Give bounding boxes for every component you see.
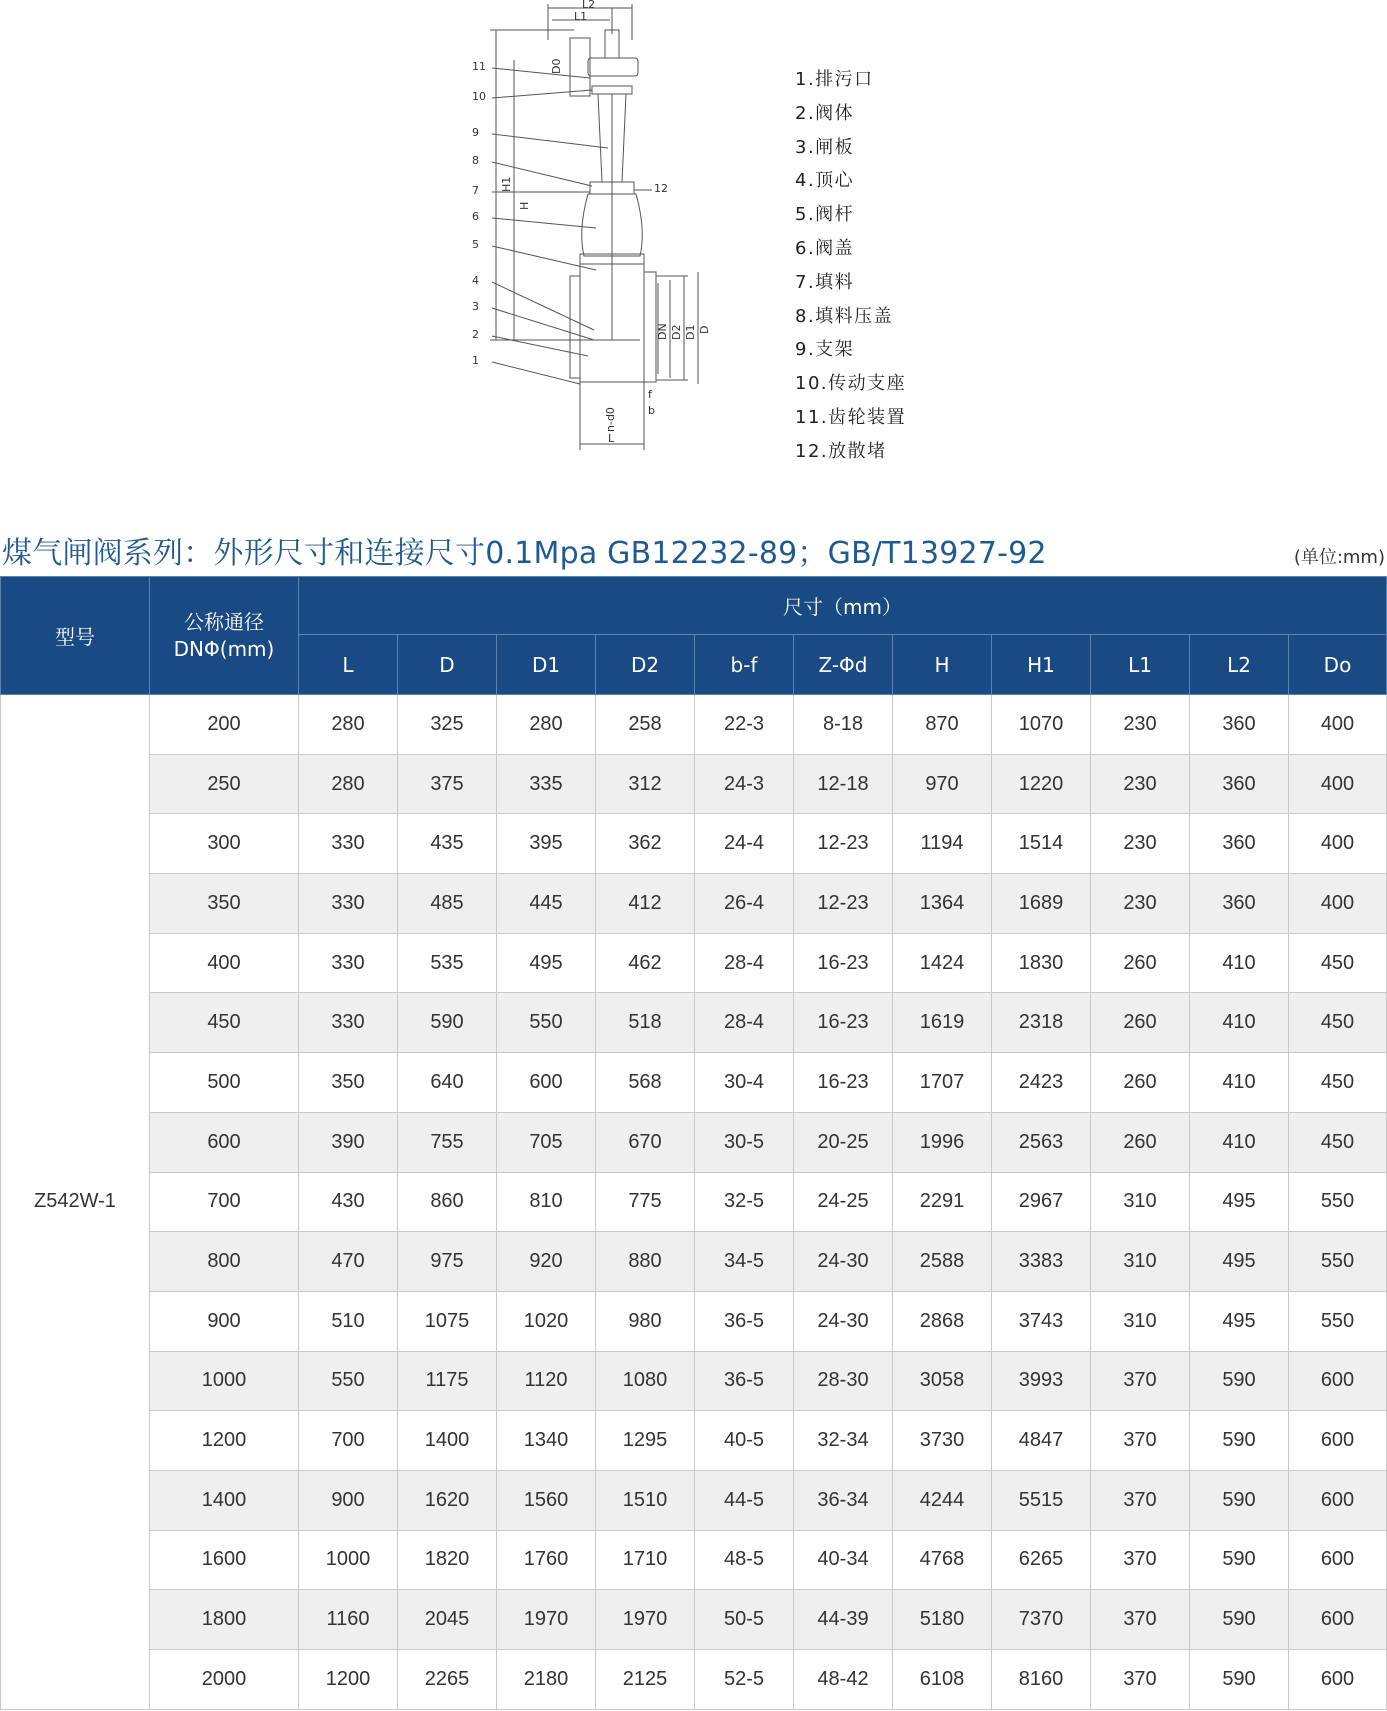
dim-f: f	[648, 388, 652, 401]
table-row	[1, 933, 1387, 993]
table-row	[1, 754, 1387, 814]
gear-box-shape	[588, 58, 638, 76]
value-cell: 36-34	[794, 1470, 893, 1530]
value-cell: 1000	[299, 1530, 398, 1590]
value-cell: 410	[1190, 933, 1289, 993]
dn-cell: 1000	[150, 1351, 299, 1411]
value-cell: 1620	[398, 1470, 497, 1530]
legend-item: 5.阀杆	[795, 204, 855, 226]
legend-item: 7.填料	[795, 271, 855, 293]
legend-item: 9.支架	[795, 339, 855, 361]
value-cell: 600	[1289, 1470, 1387, 1530]
value-cell: 230	[1091, 754, 1190, 814]
value-cell: 1175	[398, 1351, 497, 1411]
value-cell: 3058	[893, 1351, 992, 1411]
value-cell: 6108	[893, 1650, 992, 1710]
value-cell: 870	[893, 695, 992, 755]
value-cell: 370	[1091, 1590, 1190, 1650]
value-cell: 1820	[398, 1530, 497, 1590]
value-cell: 7370	[992, 1590, 1091, 1650]
column-header: D	[398, 635, 497, 695]
legend-item: 11.齿轮装置	[795, 406, 907, 428]
header-dn-line1: 公称通径	[184, 609, 264, 634]
value-cell: 1160	[299, 1590, 398, 1650]
value-cell: 310	[1091, 1172, 1190, 1232]
value-cell: 590	[398, 993, 497, 1053]
value-cell: 450	[1289, 993, 1387, 1053]
value-cell: 1560	[497, 1470, 596, 1530]
table-row	[1, 1411, 1387, 1471]
value-cell: 12-23	[794, 814, 893, 874]
value-cell: 24-25	[794, 1172, 893, 1232]
dim-l2: L2	[582, 0, 596, 11]
dim-d: D	[698, 325, 711, 334]
table-row	[1, 1650, 1387, 1710]
value-cell: 485	[398, 874, 497, 934]
value-cell: 1364	[893, 874, 992, 934]
value-cell: 36-5	[695, 1351, 794, 1411]
table-row	[1, 1232, 1387, 1292]
value-cell: 600	[1289, 1530, 1387, 1590]
value-cell: 2265	[398, 1650, 497, 1710]
callout-5: 5	[472, 238, 479, 251]
value-cell: 535	[398, 933, 497, 993]
value-cell: 350	[299, 1053, 398, 1113]
header-dn-line2: DNΦ(mm)	[173, 636, 275, 661]
value-cell: 600	[1289, 1650, 1387, 1710]
transmission-seat-shape	[592, 86, 632, 94]
value-cell: 44-39	[794, 1590, 893, 1650]
value-cell: 410	[1190, 1112, 1289, 1172]
value-cell: 24-3	[695, 754, 794, 814]
header-size-group: 尺寸（mm）	[299, 577, 1387, 635]
dn-cell: 900	[150, 1291, 299, 1351]
value-cell: 362	[596, 814, 695, 874]
value-cell: 50-5	[695, 1590, 794, 1650]
value-cell: 3730	[893, 1411, 992, 1471]
value-cell: 360	[1190, 695, 1289, 755]
table-row	[1, 1530, 1387, 1590]
column-header: L	[299, 635, 398, 695]
callout-4: 4	[472, 274, 479, 287]
column-header: D2	[596, 635, 695, 695]
gear-top-shape	[605, 30, 619, 58]
header-dn	[150, 577, 299, 695]
section-title: 煤气闸阀系列：外形尺寸和连接尺寸0.1Mpa GB12232-89；GB/T13927-92	[2, 536, 1047, 571]
value-cell: 36-5	[695, 1291, 794, 1351]
value-cell: 30-5	[695, 1112, 794, 1172]
value-cell: 4244	[893, 1470, 992, 1530]
value-cell: 590	[1190, 1470, 1289, 1530]
value-cell: 28-4	[695, 993, 794, 1053]
value-cell: 3743	[992, 1291, 1091, 1351]
value-cell: 370	[1091, 1470, 1190, 1530]
value-cell: 412	[596, 874, 695, 934]
value-cell: 2180	[497, 1650, 596, 1710]
value-cell: 590	[1190, 1530, 1289, 1590]
value-cell: 975	[398, 1232, 497, 1292]
value-cell: 450	[1289, 1053, 1387, 1113]
dim-b: b	[648, 404, 655, 417]
callout-1: 1	[472, 354, 479, 367]
callout-10: 10	[472, 90, 486, 103]
value-cell: 3993	[992, 1351, 1091, 1411]
value-cell: 230	[1091, 814, 1190, 874]
dn-cell: 250	[150, 754, 299, 814]
value-cell: 1194	[893, 814, 992, 874]
value-cell: 5180	[893, 1590, 992, 1650]
value-cell: 980	[596, 1291, 695, 1351]
value-cell: 550	[1289, 1172, 1387, 1232]
dim-d2: D2	[670, 324, 683, 340]
callout-9: 9	[472, 126, 479, 139]
table-row	[1, 1470, 1387, 1530]
value-cell: 445	[497, 874, 596, 934]
value-cell: 462	[596, 933, 695, 993]
value-cell: 590	[1190, 1351, 1289, 1411]
value-cell: 600	[497, 1053, 596, 1113]
value-cell: 325	[398, 695, 497, 755]
dim-dn: DN	[656, 323, 669, 340]
callout-12: 12	[654, 182, 668, 195]
dn-cell: 1800	[150, 1590, 299, 1650]
value-cell: 260	[1091, 993, 1190, 1053]
value-cell: 24-30	[794, 1232, 893, 1292]
value-cell: 280	[299, 695, 398, 755]
value-cell: 12-18	[794, 754, 893, 814]
value-cell: 495	[1190, 1291, 1289, 1351]
legend-item: 12.放散堵	[795, 440, 887, 462]
value-cell: 8160	[992, 1650, 1091, 1710]
value-cell: 1514	[992, 814, 1091, 874]
value-cell: 370	[1091, 1650, 1190, 1710]
value-cell: 370	[1091, 1530, 1190, 1590]
column-header: H1	[992, 635, 1091, 695]
column-header: Do	[1289, 635, 1387, 695]
value-cell: 510	[299, 1291, 398, 1351]
dn-cell: 700	[150, 1172, 299, 1232]
value-cell: 590	[1190, 1411, 1289, 1471]
value-cell: 450	[1289, 1112, 1387, 1172]
value-cell: 410	[1190, 1053, 1289, 1113]
value-cell: 2588	[893, 1232, 992, 1292]
dn-cell: 400	[150, 933, 299, 993]
value-cell: 755	[398, 1112, 497, 1172]
dn-cell: 1200	[150, 1411, 299, 1471]
dn-cell: 350	[150, 874, 299, 934]
table-row	[1, 814, 1387, 874]
value-cell: 3383	[992, 1232, 1091, 1292]
table-row	[1, 1590, 1387, 1650]
legend-item: 6.阀盖	[795, 237, 855, 259]
callout-11: 11	[472, 60, 486, 73]
dim-l: L	[608, 432, 615, 445]
value-cell: 40-5	[695, 1411, 794, 1471]
value-cell: 1970	[497, 1590, 596, 1650]
value-cell: 1080	[596, 1351, 695, 1411]
value-cell: 4768	[893, 1530, 992, 1590]
value-cell: 28-4	[695, 933, 794, 993]
dn-cell: 500	[150, 1053, 299, 1113]
value-cell: 705	[497, 1112, 596, 1172]
value-cell: 260	[1091, 1112, 1190, 1172]
dim-d0: D0	[550, 58, 563, 74]
value-cell: 640	[398, 1053, 497, 1113]
value-cell: 360	[1190, 814, 1289, 874]
table-row	[1, 1112, 1387, 1172]
value-cell: 5515	[992, 1470, 1091, 1530]
value-cell: 810	[497, 1172, 596, 1232]
table-row	[1, 1291, 1387, 1351]
value-cell: 550	[1289, 1291, 1387, 1351]
value-cell: 330	[299, 993, 398, 1053]
value-cell: 1424	[893, 933, 992, 993]
value-cell: 670	[596, 1112, 695, 1172]
value-cell: 8-18	[794, 695, 893, 755]
value-cell: 310	[1091, 1291, 1190, 1351]
value-cell: 335	[497, 754, 596, 814]
legend-item: 3.闸板	[795, 136, 855, 158]
gear-handwheel-shape	[570, 38, 590, 96]
value-cell: 2291	[893, 1172, 992, 1232]
value-cell: 24-4	[695, 814, 794, 874]
value-cell: 12-23	[794, 874, 893, 934]
value-cell: 40-34	[794, 1530, 893, 1590]
value-cell: 1400	[398, 1411, 497, 1471]
value-cell: 16-23	[794, 933, 893, 993]
value-cell: 48-5	[695, 1530, 794, 1590]
value-cell: 2125	[596, 1650, 695, 1710]
value-cell: 550	[497, 993, 596, 1053]
dn-cell: 1400	[150, 1470, 299, 1530]
value-cell: 600	[1289, 1351, 1387, 1411]
value-cell: 330	[299, 874, 398, 934]
value-cell: 495	[1190, 1172, 1289, 1232]
table-row	[1, 1172, 1387, 1232]
value-cell: 1996	[893, 1112, 992, 1172]
value-cell: 390	[299, 1112, 398, 1172]
table-row	[1, 993, 1387, 1053]
legend-item: 10.传动支座	[795, 373, 907, 395]
value-cell: 2318	[992, 993, 1091, 1053]
value-cell: 6265	[992, 1530, 1091, 1590]
value-cell: 600	[1289, 1590, 1387, 1650]
value-cell: 30-4	[695, 1053, 794, 1113]
dn-cell: 600	[150, 1112, 299, 1172]
callout-8: 8	[472, 154, 479, 167]
value-cell: 230	[1091, 874, 1190, 934]
column-header: D1	[497, 635, 596, 695]
value-cell: 590	[1190, 1590, 1289, 1650]
dn-cell: 300	[150, 814, 299, 874]
value-cell: 775	[596, 1172, 695, 1232]
value-cell: 16-23	[794, 993, 893, 1053]
dn-cell: 450	[150, 993, 299, 1053]
value-cell: 370	[1091, 1351, 1190, 1411]
dim-h1: H1	[500, 176, 513, 192]
value-cell: 34-5	[695, 1232, 794, 1292]
value-cell: 1707	[893, 1053, 992, 1113]
value-cell: 4847	[992, 1411, 1091, 1471]
value-cell: 26-4	[695, 874, 794, 934]
value-cell: 400	[1289, 814, 1387, 874]
table-row	[1, 1351, 1387, 1411]
table-row	[1, 874, 1387, 934]
value-cell: 435	[398, 814, 497, 874]
value-cell: 450	[1289, 933, 1387, 993]
value-cell: 312	[596, 754, 695, 814]
header-model: 型号	[1, 577, 150, 695]
value-cell: 1020	[497, 1291, 596, 1351]
dn-cell: 800	[150, 1232, 299, 1292]
value-cell: 395	[497, 814, 596, 874]
value-cell: 230	[1091, 695, 1190, 755]
value-cell: 900	[299, 1470, 398, 1530]
value-cell: 260	[1091, 933, 1190, 993]
value-cell: 430	[299, 1172, 398, 1232]
model-cell: Z542W-1	[1, 695, 150, 1710]
column-header: H	[893, 635, 992, 695]
dn-cell: 2000	[150, 1650, 299, 1710]
callout-7: 7	[472, 184, 479, 197]
value-cell: 1689	[992, 874, 1091, 934]
value-cell: 1710	[596, 1530, 695, 1590]
value-cell: 550	[1289, 1232, 1387, 1292]
value-cell: 32-5	[695, 1172, 794, 1232]
unit-label: (单位:mm)	[1293, 547, 1385, 568]
value-cell: 1220	[992, 754, 1091, 814]
value-cell: 1830	[992, 933, 1091, 993]
value-cell: 52-5	[695, 1650, 794, 1710]
value-cell: 568	[596, 1053, 695, 1113]
callout-6: 6	[472, 210, 479, 223]
value-cell: 375	[398, 754, 497, 814]
value-cell: 1619	[893, 993, 992, 1053]
parts-legend	[795, 63, 906, 469]
value-cell: 48-42	[794, 1650, 893, 1710]
table-row	[1, 695, 1387, 755]
value-cell: 28-30	[794, 1351, 893, 1411]
value-cell: 860	[398, 1172, 497, 1232]
dim-h: H	[518, 201, 531, 210]
value-cell: 330	[299, 814, 398, 874]
column-header: b-f	[695, 635, 794, 695]
value-cell: 360	[1190, 874, 1289, 934]
callout-3: 3	[472, 300, 479, 313]
value-cell: 590	[1190, 1650, 1289, 1710]
value-cell: 16-23	[794, 1053, 893, 1113]
value-cell: 2563	[992, 1112, 1091, 1172]
value-cell: 1075	[398, 1291, 497, 1351]
legend-item: 1.排污口	[795, 69, 874, 90]
value-cell: 1340	[497, 1411, 596, 1471]
value-cell: 330	[299, 933, 398, 993]
dn-cell: 1600	[150, 1530, 299, 1590]
value-cell: 700	[299, 1411, 398, 1471]
value-cell: 1760	[497, 1530, 596, 1590]
value-cell: 310	[1091, 1232, 1190, 1292]
value-cell: 970	[893, 754, 992, 814]
value-cell: 1970	[596, 1590, 695, 1650]
value-cell: 258	[596, 695, 695, 755]
value-cell: 1070	[992, 695, 1091, 755]
callout-2: 2	[472, 328, 479, 341]
value-cell: 1295	[596, 1411, 695, 1471]
value-cell: 600	[1289, 1411, 1387, 1471]
dim-l1: L1	[574, 10, 588, 23]
value-cell: 495	[1190, 1232, 1289, 1292]
value-cell: 370	[1091, 1411, 1190, 1471]
value-cell: 1200	[299, 1650, 398, 1710]
column-header: Z-Φd	[794, 635, 893, 695]
value-cell: 495	[497, 933, 596, 993]
legend-item: 2.阀体	[795, 102, 855, 124]
dn-cell: 200	[150, 695, 299, 755]
value-cell: 2967	[992, 1172, 1091, 1232]
value-cell: 280	[497, 695, 596, 755]
table-row	[1, 1053, 1387, 1113]
value-cell: 400	[1289, 754, 1387, 814]
valve-technical-drawing	[470, 0, 730, 450]
value-cell: 2045	[398, 1590, 497, 1650]
value-cell: 2868	[893, 1291, 992, 1351]
legend-item: 4.顶心	[795, 170, 855, 192]
value-cell: 22-3	[695, 695, 794, 755]
value-cell: 360	[1190, 754, 1289, 814]
dim-d1: D1	[684, 324, 697, 340]
value-cell: 410	[1190, 993, 1289, 1053]
value-cell: 470	[299, 1232, 398, 1292]
value-cell: 880	[596, 1232, 695, 1292]
value-cell: 1120	[497, 1351, 596, 1411]
column-header: L1	[1091, 635, 1190, 695]
dim-n-d0: n-d0	[604, 407, 617, 432]
value-cell: 550	[299, 1351, 398, 1411]
value-cell: 20-25	[794, 1112, 893, 1172]
value-cell: 32-34	[794, 1411, 893, 1471]
value-cell: 920	[497, 1232, 596, 1292]
dimension-table	[0, 576, 1387, 1710]
value-cell: 260	[1091, 1053, 1190, 1113]
value-cell: 2423	[992, 1053, 1091, 1113]
value-cell: 518	[596, 993, 695, 1053]
value-cell: 1510	[596, 1470, 695, 1530]
value-cell: 400	[1289, 695, 1387, 755]
value-cell: 44-5	[695, 1470, 794, 1530]
value-cell: 400	[1289, 874, 1387, 934]
value-cell: 24-30	[794, 1291, 893, 1351]
legend-item: 8.填料压盖	[795, 305, 894, 327]
column-header: L2	[1190, 635, 1289, 695]
value-cell: 280	[299, 754, 398, 814]
